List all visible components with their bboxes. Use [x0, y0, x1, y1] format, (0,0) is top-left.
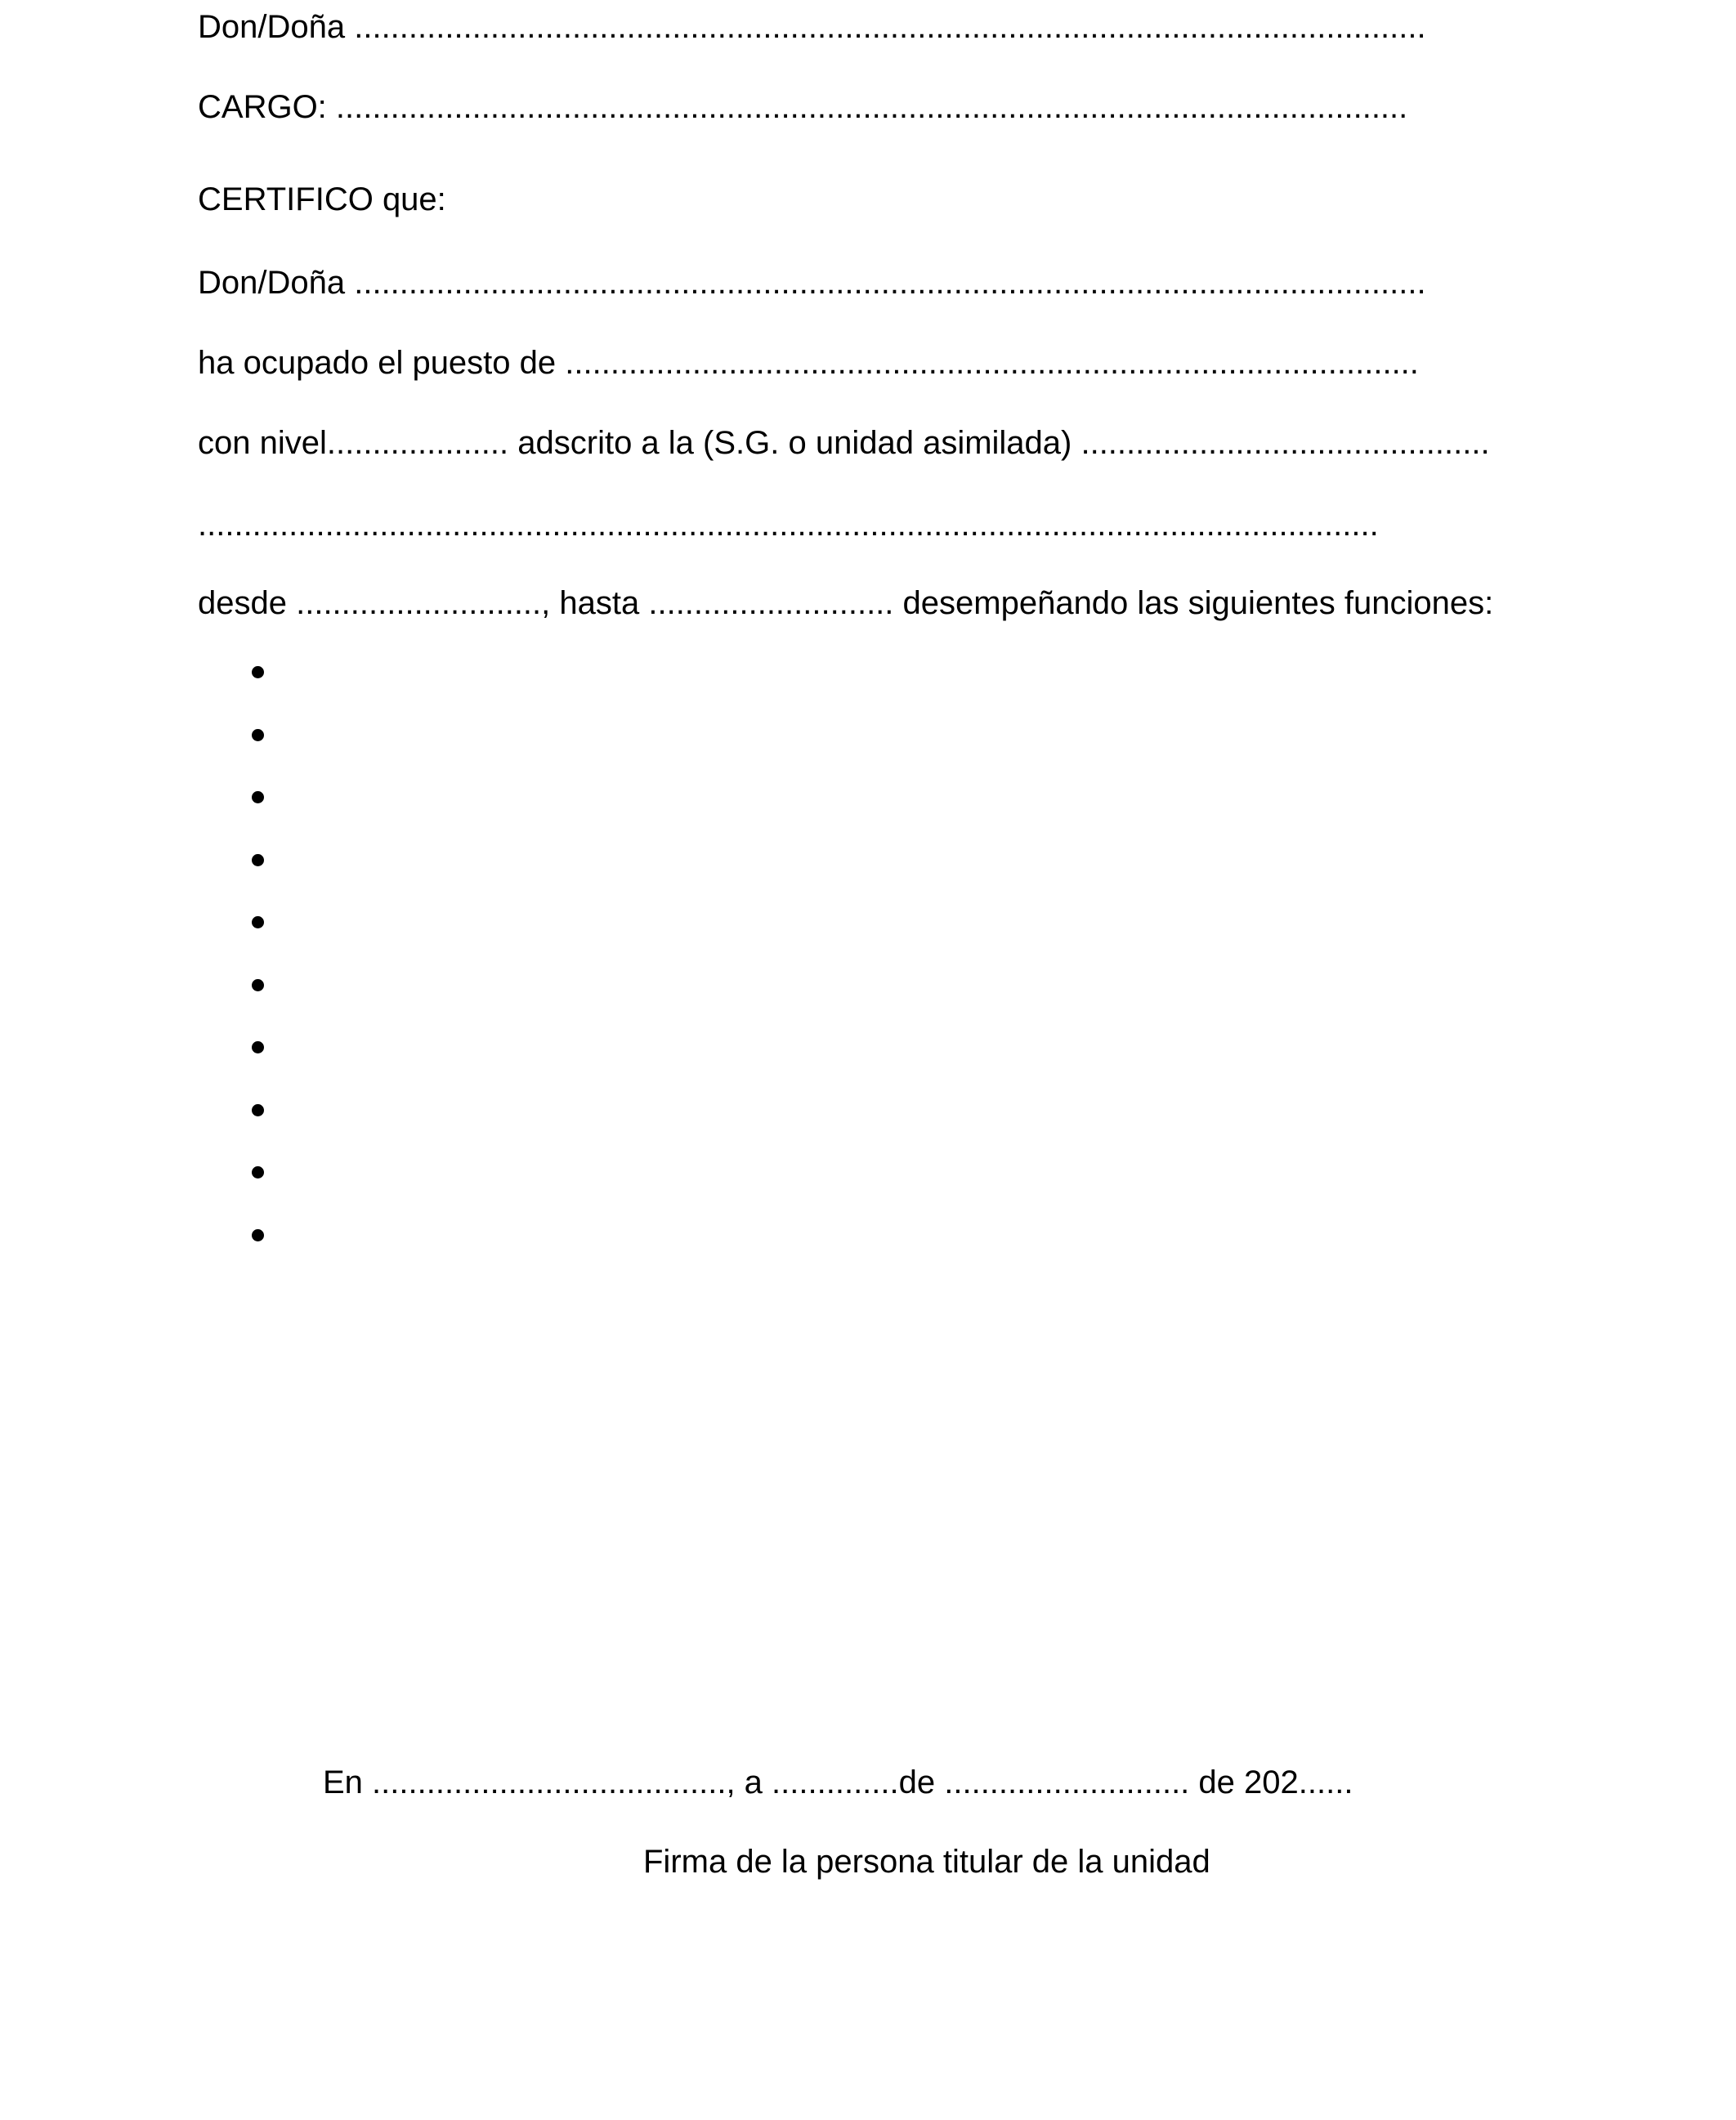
- function-bullet: [252, 729, 264, 741]
- job-position-line: ha ocupado el puesto de ..............................................................................................: [198, 345, 1419, 381]
- function-bullet: [252, 791, 264, 803]
- function-bullet: [252, 666, 264, 678]
- level-unit-line: con nivel.................... adscrito a la (S.G. o unidad asimilada) .............................................: [198, 425, 1490, 461]
- function-bullet: [252, 1041, 264, 1053]
- function-bullet: [252, 916, 264, 928]
- function-bullet: [252, 854, 264, 866]
- dates-functions-line: desde ..........................., hasta ........................... desempeñando las siguientes funciones:: [198, 585, 1494, 621]
- function-bullet: [252, 1166, 264, 1179]
- position-line: CARGO: ......................................................................................................................: [198, 89, 1408, 125]
- function-bullet: [252, 979, 264, 991]
- employee-name-line: Don/Doña ......................................................................................................................: [198, 265, 1426, 301]
- function-bullet: [252, 1229, 264, 1241]
- signature-caption: Firma de la persona titular de la unidad: [643, 1844, 1210, 1880]
- place-date-line: En ......................................., a ..............de ........................... de 202......: [323, 1764, 1353, 1800]
- functions-list: [252, 666, 264, 1291]
- function-bullet: [252, 1104, 264, 1116]
- holder-name-line: Don/Doña ......................................................................................................................: [198, 9, 1426, 45]
- unit-continuation-line: ..................................................................................................................................: [198, 507, 1379, 543]
- certify-heading: CERTIFICO que:: [198, 181, 446, 217]
